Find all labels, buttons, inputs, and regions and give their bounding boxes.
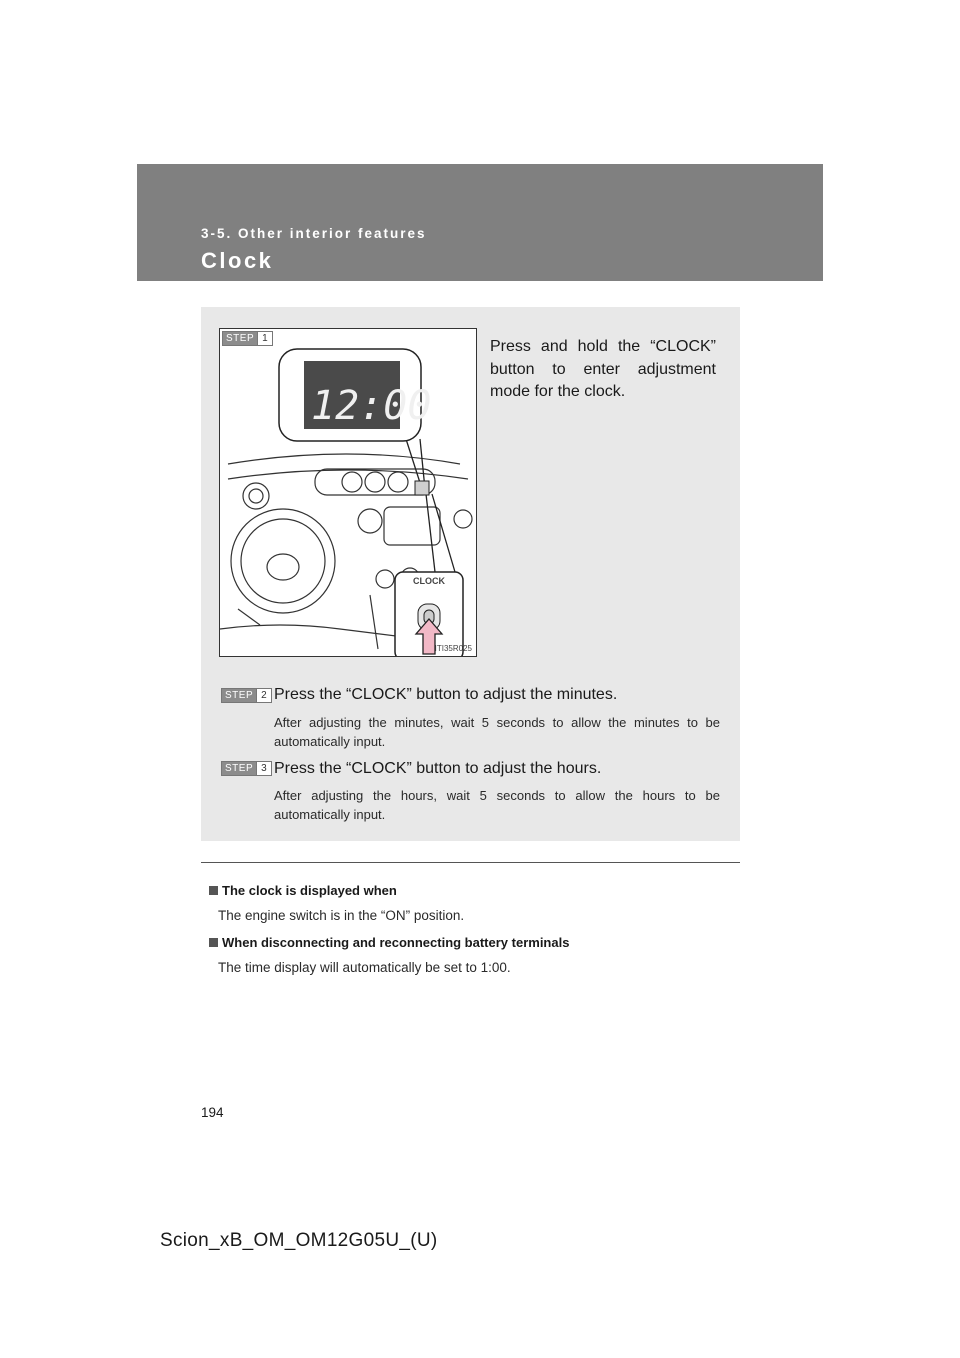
section-label: 3-5. Other interior features [201, 226, 427, 241]
dashboard-drawing [220, 329, 476, 656]
chapter-header [137, 164, 823, 281]
clock-button-label: CLOCK [413, 576, 445, 586]
square-bullet-icon [209, 938, 218, 947]
document-code: Scion_xB_OM_OM12G05U_(U) [160, 1230, 438, 1251]
note-1-title: The clock is displayed when [209, 883, 397, 898]
step-badge-2: STEP 2 [221, 688, 272, 703]
steps-panel [201, 307, 740, 841]
note-2-title: When disconnecting and reconnecting battery terminals [209, 935, 569, 950]
note-2-body: The time display will automatically be set to 1:00. [218, 960, 511, 975]
clock-display-text: 12:00 [311, 383, 432, 429]
page-number: 194 [201, 1105, 224, 1120]
note-1-body: The engine switch is in the “ON” position. [218, 908, 465, 923]
clock-illustration [219, 328, 477, 657]
divider [201, 862, 740, 863]
figure-code: ITI35R025 [434, 644, 472, 653]
step-2-note: After adjusting the minutes, wait 5 seconds to allow the minutes to be automatically input. [274, 715, 720, 749]
step-3-note: After adjusting the hours, wait 5 seconds to allow the hours to be automatically input. [274, 788, 720, 822]
square-bullet-icon [209, 886, 218, 895]
step-3-text: Press the “CLOCK” button to adjust the hours. [274, 760, 602, 777]
step-2-text: Press the “CLOCK” button to adjust the minutes. [274, 686, 618, 703]
step-1-text: Press and hold the “CLOCK” button to enter adjustment mode for the clock. [490, 338, 716, 400]
step-badge-1: STEP 1 [222, 331, 273, 346]
page-title: Clock [201, 248, 274, 273]
step-badge-3: STEP 3 [221, 761, 272, 776]
